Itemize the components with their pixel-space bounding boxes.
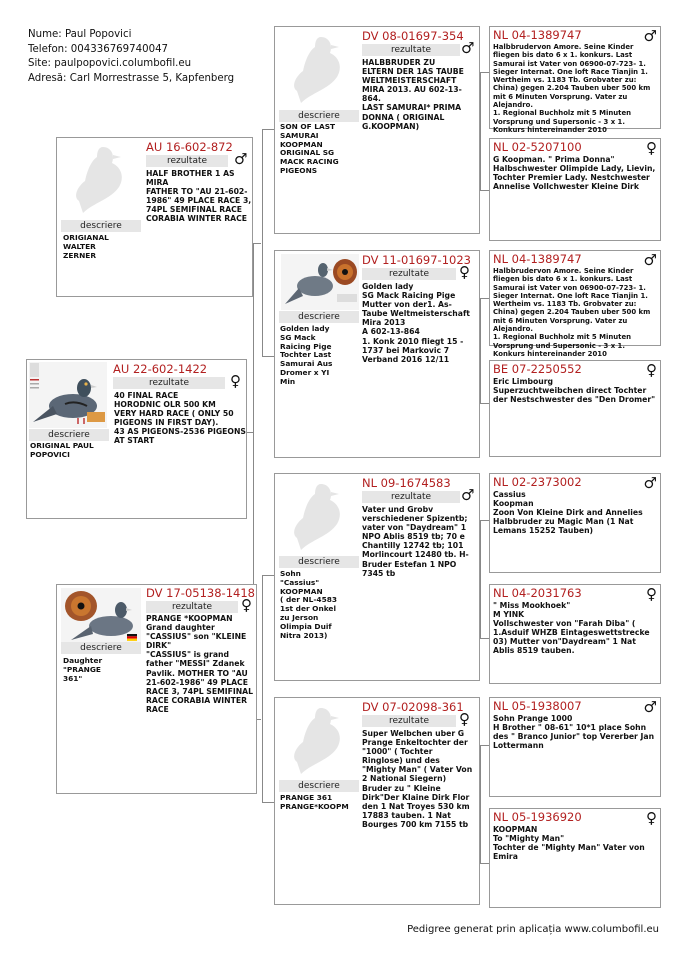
connector-line	[262, 129, 263, 356]
connector-line	[480, 298, 489, 299]
pigeon-card-subject[interactable]	[26, 359, 247, 519]
pigeon-info: Cassius Koopman Zoon Von Kleine Dirk and Annelies Halbbruder zu Magic Man (1 Nat Lemans 15252 Tauben)	[493, 490, 643, 536]
pigeon-card-mm[interactable]	[274, 697, 480, 905]
ring-number: NL 04-1389747	[493, 252, 582, 266]
pigeon-photo	[281, 254, 359, 310]
pigeon-info: HALBBRUDER ZU ELTERN DER 1AS TAUBE WELTMEISTERSCHAFT MIRA 2013. AU 602-13-864. LAST SAMURAI* PRIMA DONNA ( ORIGINAL G.KOOPMAN)	[362, 58, 464, 131]
ring-number: NL 02-5207100	[493, 140, 582, 154]
pigeon-name: Sohn "Cassius" KOOPMAN ( der NL-4583 1st der Onkel zu Jerson Olimpia Duif Nitra 2013)	[280, 569, 338, 640]
connector-line	[480, 403, 489, 404]
pigeon-info: Super Welbchen uber G Prange Enkeltochter der "1000" ( Tochter Ringlose) und des "Mighty Man" ( Vater Von 2 National Siegern) Bruder zu " Kleine Dirk"Der Klaine Dirk Flor den 1 Nat Troyes 530 km 17883 tauben. 1 Nat Bourges 700 km 7155 tb	[362, 729, 473, 829]
descriere-label: descriere	[279, 780, 359, 792]
ring-number: DV 08-01697-354	[362, 29, 464, 43]
connector-line	[247, 432, 254, 433]
pigeon-placeholder-icon	[281, 478, 357, 552]
pigeon-info: 40 FINAL RACE HORODNIC OLR 500 KM VERY HARD RACE ( ONLY 50 PIGEONS IN FIRST DAY). 43 AS PIGEONS-2536 PIGEONS AT START	[114, 391, 246, 446]
pigeon-name: SON OF LAST SAMURAI KOOPMAN ORIGINAL SG MACK RACING PIGEONS	[280, 122, 339, 175]
owner-phone: Telefon: 004336769740047	[28, 43, 169, 55]
pigeon-card-fmm[interactable]	[489, 360, 661, 457]
pigeon-placeholder-icon	[281, 31, 357, 105]
male-symbol-icon: ♂	[643, 251, 657, 269]
rezultate-label: rezultate	[146, 601, 238, 613]
ring-number: AU 22-602-1422	[113, 362, 208, 376]
pigeon-card-mff[interactable]	[489, 473, 661, 573]
pigeon-info: KOOPMAN To "Mighty Man" Tochter de "Mighty Man" Vater von Emira	[493, 825, 645, 862]
descriere-label: descriere	[29, 429, 109, 441]
pigeon-info: HALF BROTHER 1 AS MIRA FATHER TO "AU 21-602-1986" 49 PLACE RACE 3, 74PL SEMIFINAL RACE CORABIA WINTER RACE	[146, 169, 252, 224]
female-symbol-icon: ♀	[646, 139, 657, 157]
connector-line	[262, 802, 274, 803]
connector-line	[480, 298, 481, 403]
pigeon-info: " Miss Mookhoek" M YINK Vollschwester von "Farah Diba" ( 1.Asduif WHZB Eintageswettstrecke 03) Mutter von"Daydream" 1 Nat Ablis 8519 tauben.	[493, 601, 650, 656]
female-symbol-icon: ♀	[646, 361, 657, 379]
ring-number: BE 07-2250552	[493, 362, 582, 376]
pigeon-info: G Koopman. " Prima Donna" Halbschwester Olimpide Lady, Lievin, Tochter Premier Lady. Nestchwester Annelise Vollchwester Kleine Dirk	[493, 155, 656, 192]
connector-line	[480, 520, 489, 521]
male-symbol-icon: ♂	[461, 486, 475, 504]
connector-line	[262, 129, 274, 130]
male-symbol-icon: ♂	[461, 39, 475, 57]
pigeon-info: Halbbrudervon Amore. Seine Kinder fliegen bis dato 6 x 1. konkurs. Last Samurai ist Vater von 06900-07-723- 1. Sieger Internat. One loft Race Tianjin 1. Wertheim vs. 1183 Tb. Grobvater zu: China) gegen 2.204 Tauben uber 500 km mit 6 Minuten Vorsprung. Vater zu Alejandro. 1. Regional Buchholz mit 5 Minuten Vorsprung und Supersonic - 3 x 1. Konkurs hintereinander 2010	[493, 43, 651, 134]
pigeon-photo	[29, 362, 107, 428]
pigeon-info: Sohn Prange 1000 H Brother " 08-61" 10*1 place Sohn des " Branco Junior" top Vererber Jan Lottermann	[493, 714, 655, 751]
ring-number: DV 07-02098-361	[362, 700, 464, 714]
pigeon-info: Vater und Grobv verschiedener Spizentb; vater von "Daydream" 1 NPO Ablis 8519 tb; 70 e Chantilly 12742 tb; 101 Morlincourt 12480 tb. H-Bruder Estefan 1 NPO 7345 tb	[362, 505, 469, 578]
connector-line	[480, 863, 489, 864]
pigeon-name: PRANGE 361 PRANGE*KOOPM	[280, 793, 349, 811]
ring-number: AU 16-602-872	[146, 140, 233, 154]
connector-line	[480, 638, 489, 639]
female-symbol-icon: ♀	[646, 585, 657, 603]
female-symbol-icon: ♀	[646, 809, 657, 827]
ring-number: NL 05-1938007	[493, 699, 582, 713]
connector-line	[480, 520, 481, 638]
owner-info	[28, 28, 234, 86]
connector-line	[262, 575, 263, 802]
ring-number: NL 02-2373002	[493, 475, 582, 489]
ring-number: NL 04-2031763	[493, 586, 582, 600]
ring-number: NL 04-1389747	[493, 28, 582, 42]
male-symbol-icon: ♂	[234, 150, 248, 168]
rezultate-label: rezultate	[362, 491, 460, 503]
descriere-label: descriere	[61, 220, 141, 232]
connector-line	[253, 243, 261, 244]
pigeon-name: Golden lady SG Mack Raicing Pige Tochter Last Samurai Aus Dromer x YI Min	[280, 324, 333, 386]
connector-line	[480, 72, 489, 73]
pigeon-info: PRANGE *KOOPMAN Grand daughter "CASSIUS" son "KLEINE DIRK" "CASSIUS" is grand father "MESSI" Zdanek Pavlik. MOTHER TO "AU 21-602-1986" 49 PLACE RACE 3, 74PL SEMIFINAL RACE CORABIA WINTER RACE	[146, 614, 253, 714]
footer-credit: Pedigree generat prin aplicația www.columbofil.eu	[407, 924, 659, 935]
rezultate-label: rezultate	[362, 715, 456, 727]
pigeon-name: ORIGIANAL WALTER ZERNER	[63, 233, 109, 260]
female-symbol-icon: ♀	[459, 263, 470, 281]
pigeon-card-mother[interactable]	[56, 584, 257, 794]
pigeon-card-mfm[interactable]	[489, 584, 661, 684]
male-symbol-icon: ♂	[643, 698, 657, 716]
ring-number: DV 17-05138-1418	[146, 586, 255, 600]
female-symbol-icon: ♀	[230, 372, 241, 390]
descriere-label: descriere	[61, 642, 141, 654]
connector-line	[480, 745, 489, 746]
male-symbol-icon: ♂	[643, 474, 657, 492]
male-symbol-icon: ♂	[643, 27, 657, 45]
pigeon-card-father[interactable]	[56, 137, 253, 297]
ring-number: DV 11-01697-1023	[362, 253, 471, 267]
pigeon-photo	[61, 588, 141, 644]
pigeon-card-mmm[interactable]	[489, 808, 661, 908]
descriere-label: descriere	[279, 110, 359, 122]
owner-site: Site: paulpopovici.columbofil.eu	[28, 58, 192, 69]
connector-line	[262, 575, 274, 576]
ring-number: NL 05-1936920	[493, 810, 582, 824]
pigeon-info: Golden lady SG Mack Raicing Pige Mutter von der1. As-Taube Weltmeisterschaft Mira 2013 A 602-13-864 1. Konk 2010 fliegt 15 - 1737 bei Markovic 7 Verband 2016 12/11	[362, 282, 470, 364]
pigeon-placeholder-icon	[63, 141, 139, 215]
rezultate-label: rezultate	[113, 377, 225, 389]
connector-line	[480, 190, 489, 191]
pigeon-name: ORIGINAL PAUL POPOVICI	[30, 441, 94, 459]
pigeon-card-mmf[interactable]	[489, 697, 661, 797]
pigeon-info: Eric Limbourg Superzuchtweibchen direct Tochter der Nestschwester des "Den Dromer"	[493, 377, 656, 405]
pigeon-card-fff[interactable]	[489, 26, 661, 134]
connector-line	[480, 745, 481, 863]
ring-number: NL 09-1674583	[362, 476, 451, 490]
rezultate-label: rezultate	[362, 268, 456, 280]
female-symbol-icon: ♀	[241, 596, 252, 614]
pigeon-info: Halbbrudervon Amore. Seine Kinder fliegen bis dato 6 x 1. konkurs. Last Samurai ist Vater von 06900-07-723- 1. Sieger Internat. One loft Race Tianjin 1. Wertheim vs. 1183 Tb. Grobvater zu: China) gegen 2.204 Tauben uber 500 km mit 6 Minuten Vorsprung. Vater zu Alejandro. 1. Regional Buchholz mit 5 Minuten Vorsprung und Supersonic - 3 x 1. Konkurs hintereinander 2010	[493, 267, 651, 358]
pigeon-card-fmf[interactable]	[489, 250, 661, 358]
pigeon-card-fm[interactable]	[274, 250, 480, 458]
pigeon-card-mf[interactable]	[274, 473, 480, 681]
descriere-label: descriere	[279, 311, 359, 323]
connector-line	[262, 356, 274, 357]
rezultate-label: rezultate	[146, 155, 228, 167]
pigeon-card-ff[interactable]	[274, 26, 480, 234]
pigeon-card-ffm[interactable]	[489, 138, 661, 241]
owner-name: Nume: Paul Popovici	[28, 29, 132, 40]
rezultate-label: rezultate	[362, 44, 460, 56]
pigeon-placeholder-icon	[281, 702, 357, 776]
descriere-label: descriere	[279, 556, 359, 568]
pigeon-name: Daughter "PRANGE 361"	[63, 656, 103, 683]
owner-address: Adresă: Carl Morrestrasse 5, Kapfenberg	[28, 72, 235, 84]
connector-line	[480, 72, 481, 190]
female-symbol-icon: ♀	[459, 710, 470, 728]
